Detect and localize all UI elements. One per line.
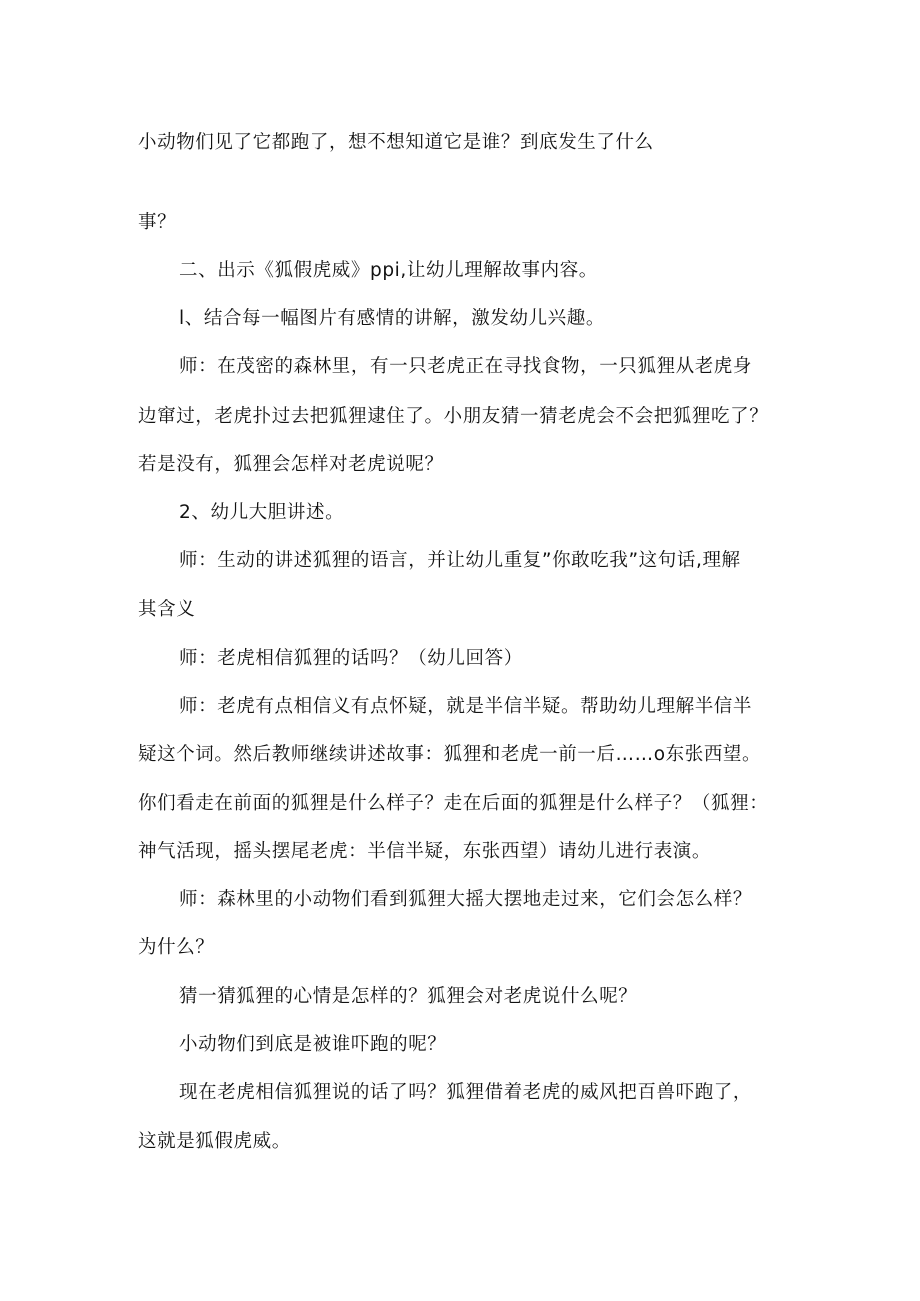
text-line-intro-end: 事？	[138, 212, 177, 233]
text-line: 这就是狐假虎威。	[138, 1131, 291, 1152]
text-line: 师：老虎有点相信义有点怀疑，就是半信半疑。帮助幼儿理解半信半	[179, 696, 753, 717]
text-line: 为什么？	[138, 937, 215, 958]
text-line: 师：老虎相信狐狸的话吗？（幼儿回答）	[179, 648, 523, 669]
text-line: 小动物们到底是被谁吓跑的呢？	[179, 1034, 447, 1055]
section-heading: 二、出示《狐假虎威》ppi,让幼儿理解故事内容。	[179, 260, 598, 281]
text-line: 现在老虎相信狐狸说的话了吗？狐狸借着老虎的威风把百兽吓跑了，	[179, 1082, 753, 1103]
text-line: 师：森林里的小动物们看到狐狸大摇大摆地走过来，它们会怎么样？	[179, 889, 753, 910]
text-line: 师：在茂密的森林里，有一只老虎正在寻找食物，一只狐狸从老虎身	[179, 356, 753, 377]
text-line: 神气活现，摇头摆尾老虎：半信半疑，东张西望）请幼儿进行表演。	[138, 841, 712, 862]
text-line: 你们看走在前面的狐狸是什么样子？走在后面的狐狸是什么样子？（狐狸：	[138, 793, 769, 814]
text-line: 边窜过，老虎扑过去把狐狸逮住了。小朋友猜一猜老虎会不会把狐狸吃了？	[138, 406, 769, 427]
text-line: 猜一猜狐狸的心情是怎样的？狐狸会对老虎说什么呢？	[179, 986, 638, 1007]
text-line: 其含义	[138, 599, 196, 620]
text-line: 师：生动的讲述狐狸的语言，并让幼儿重复”你敢吃我”这句话,理解	[179, 550, 741, 571]
text-line: 疑这个词。然后教师继续讲述故事：狐狸和老虎一前一后……o东张西望。	[138, 744, 762, 765]
text-line-intro: 小动物们见了它都跑了，想不想知道它是谁？到底发生了什么	[138, 132, 654, 153]
step-heading-1: l、结合每一幅图片有感情的讲解，激发幼儿兴趣。	[179, 308, 605, 329]
text-line: 若是没有，狐狸会怎样对老虎说呢？	[138, 454, 444, 475]
step-heading-2: 2、幼儿大胆讲述。	[179, 502, 345, 523]
